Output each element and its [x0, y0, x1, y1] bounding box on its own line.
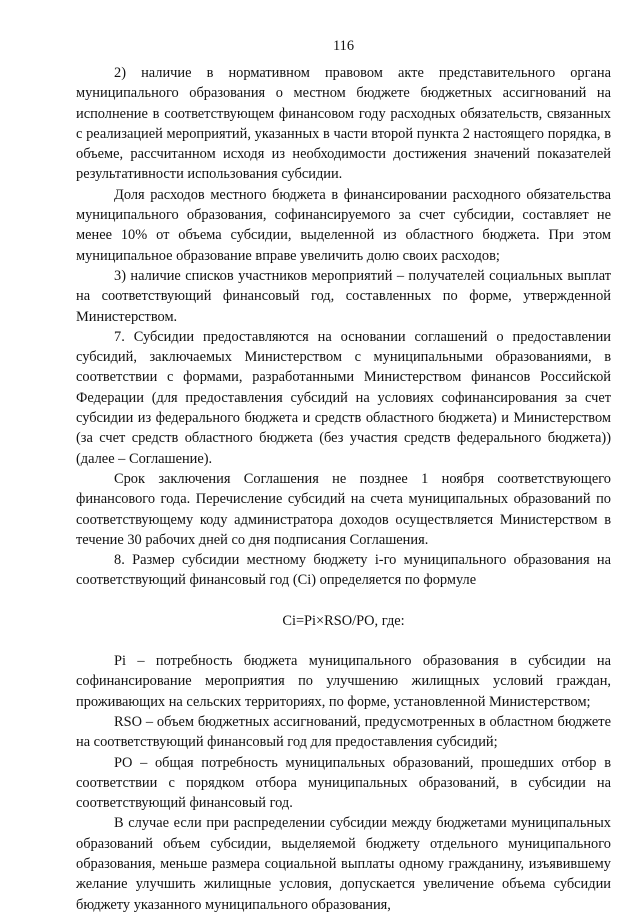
paragraph-clause-7: 7. Субсидии предоставляются на основании соглашений о предоставлении субсидий, заключаемых Министерством с муниципальными образованиями, в соответствии с формами, разработанными Министерством финансов Российской Федерации (для предоставления субсидий на условиях софинансирования за счет субсидии из федерального бюджета и средств областного бюджета) и Министерством (за счет средств областного бюджета (без участия средств федерального бюджета)) (далее – Соглашение).	[76, 328, 611, 467]
paragraph-clause-8: 8. Размер субсидии местному бюджету i-го муниципального образования на соответствующий финансовый год (Сi) определяется по формуле	[76, 552, 611, 589]
paragraph-agreement-term: Срок заключения Соглашения не позднее 1 ноября соответствующего финансового года. Перечисление субсидий на счета муниципальных образований по соответствующему коду администратора доходов осуществляется Министерством в течение 30 рабочих дней со дня подписания Соглашения.	[76, 470, 611, 548]
page-number: 116	[332, 38, 355, 54]
paragraph-def-po: PO – общая потребность муниципальных образований, прошедших отбор в соответствии с порядком отбора муниципальных образований, в субсидии на соответствующий финансовый год.	[76, 754, 611, 812]
paragraph-budget-share: Доля расходов местного бюджета в финансировании расходного обязательства муниципального образования, софинансируемого за счет субсидии, составляет не менее 10% от объема субсидии, выделенной из областного бюджета. При этом муниципальное образование вправе увеличить долю своих расходов;	[76, 186, 611, 264]
formula: Сi=Pi×RSO/PO, где:	[282, 612, 405, 629]
paragraph-distribution-case: В случае если при распределении субсидии между бюджетами муниципальных образований объем субсидии, выделяемой бюджету отдельного муниципального образования, меньше размера социальной выплаты одному гражданину, изъявившему желание улучшить жилищные условия, допускается увеличение объема субсидии бюджету указанного муниципального образования,	[76, 815, 611, 913]
paragraph-item-2: 2) наличие в нормативном правовом акте представительного органа муниципального образования о местном бюджете бюджетных ассигнований на исполнение в соответствующем финансовом году расходных обязательств, связанных с реализацией мероприятий, указанных в части второй пункта 2 настоящего порядка, в объеме, рассчитанном исходя из необходимости достижения значений показателей результативности использования субсидии.	[76, 65, 611, 183]
document-page	[76, 36, 611, 915]
paragraph-def-rso: RSO – объем бюджетных ассигнований, предусмотренных в областном бюджете на соответствующий финансовый год для предоставления субсидий;	[76, 713, 611, 751]
paragraph-item-3: 3) наличие списков участников мероприятий – получателей социальных выплат на соответствующий финансовый год, составленных по форме, утвержденной Министерством.	[76, 267, 611, 325]
paragraph-def-pi: Pi – потребность бюджета муниципального образования в субсидии на софинансирование мероприятия по улучшению жилищных условий граждан, проживающих на сельских территориях, по форме, установленной Министерством;	[76, 653, 611, 710]
